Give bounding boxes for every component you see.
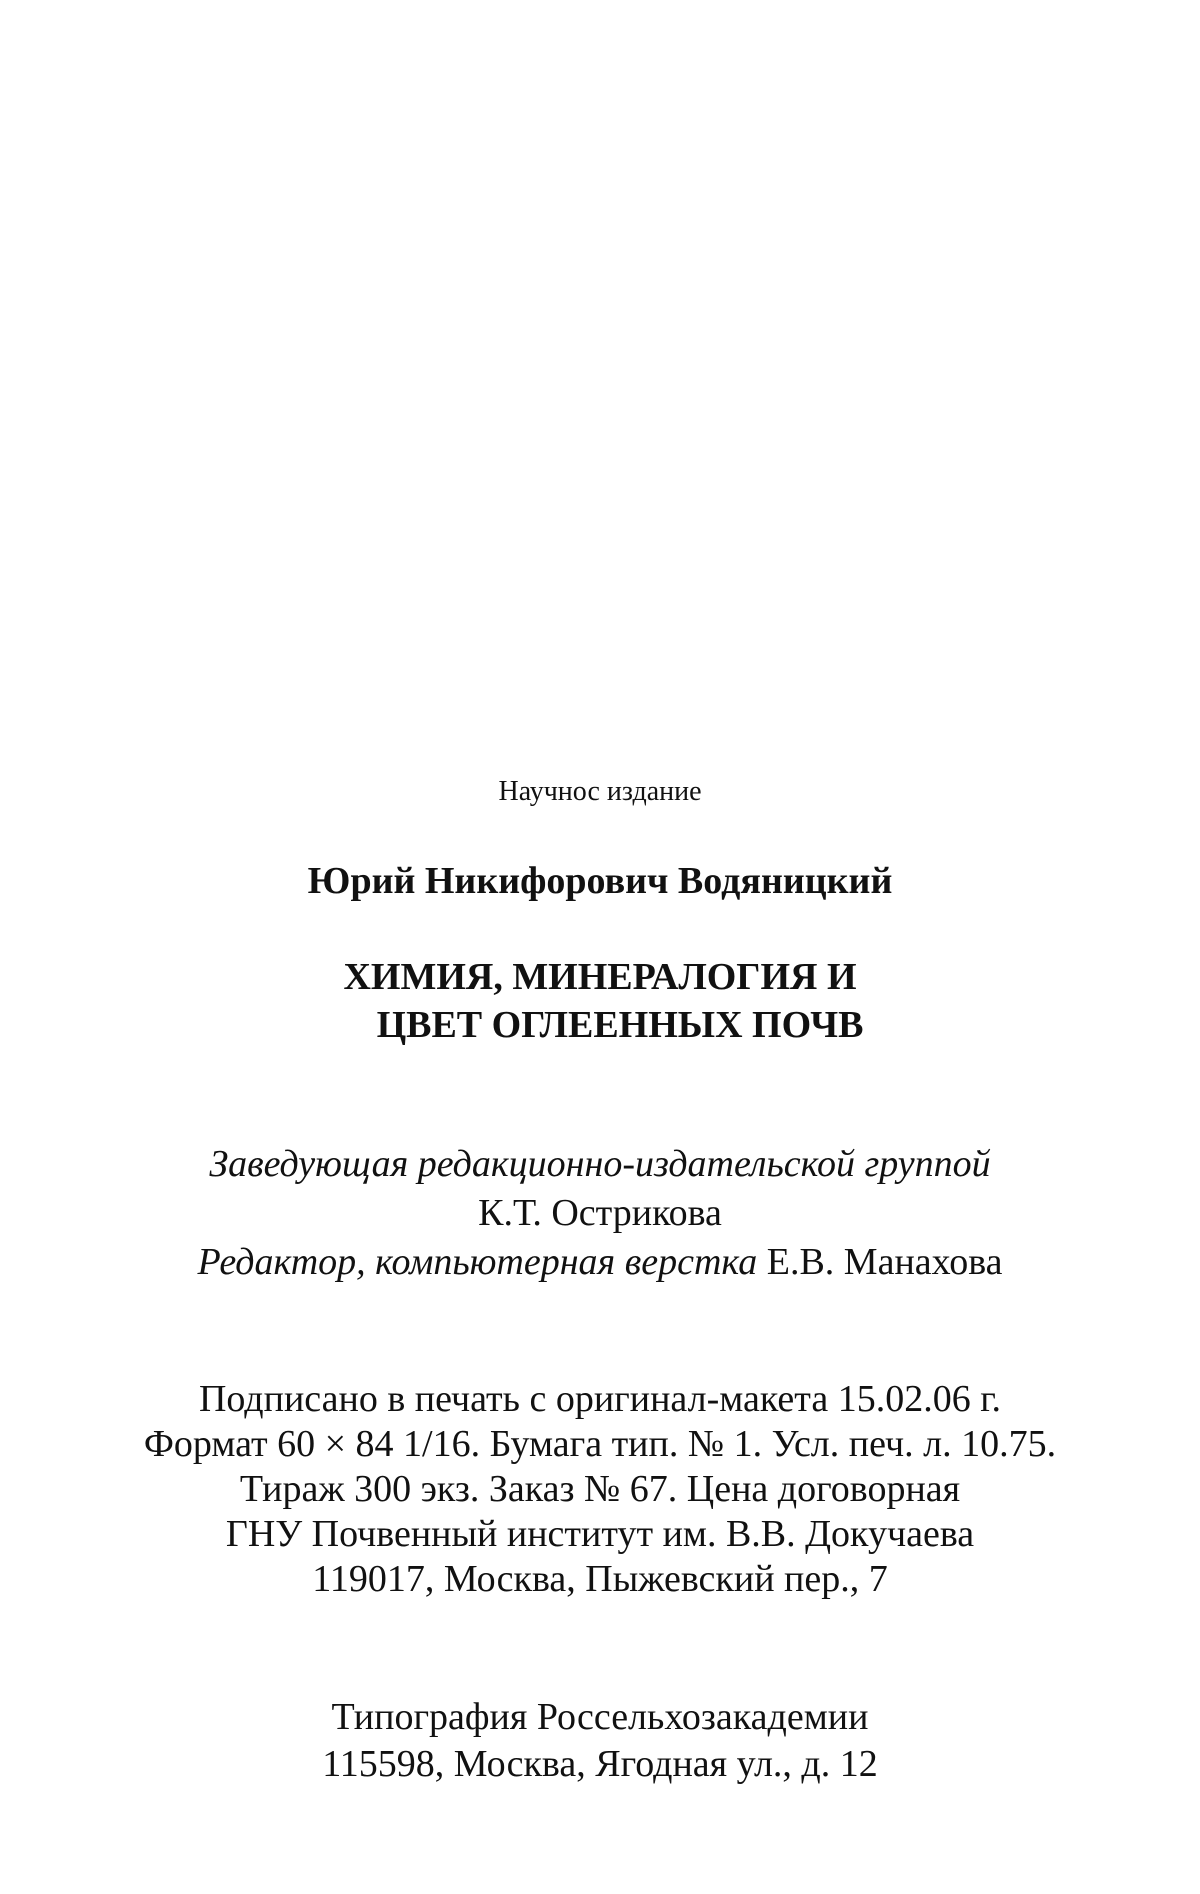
head-of-editorial-name: К.Т. Острикова (478, 1192, 722, 1234)
author-name: Юрий Никифорович Водяницкий (307, 860, 893, 902)
imprint-format: Формат 60 × 84 1/16. Бумага тип. № 1. Усл. печ. л. 10.75. (143, 1423, 1057, 1465)
printer-address: 115598, Москва, Ягодная ул., д. 12 (322, 1743, 878, 1785)
printer-name: Типография Россельхозакадемии (331, 1696, 869, 1738)
imprint-run: Тираж 300 экз. Заказ № 67. Цена договорная (239, 1468, 961, 1510)
imprint-publisher-address: 119017, Москва, Пыжевский пер., 7 (312, 1558, 888, 1600)
imprint-signed: Подписано в печать с оригинал-макета 15.02.06 г. (198, 1378, 1002, 1420)
editor-name-text: Е.В. Манахова (766, 1241, 1003, 1283)
edition-type: Научнос издание (498, 776, 702, 807)
head-role-text: Заведующая редакционно-издательской группой (209, 1143, 991, 1185)
editor-role-text: Редактор, компьютерная верстка (197, 1241, 758, 1283)
editor-credit (0, 1243, 1200, 1281)
imprint-publisher: ГНУ Почвенный институт им. В.В. Докучаева (225, 1513, 975, 1555)
book-title-line-2: ЦВЕТ ОГЛЕЕННЫХ ПОЧВ (376, 1004, 864, 1046)
book-title-line-1: ХИМИЯ, МИНЕРАЛОГИЯ И (343, 956, 857, 998)
head-of-editorial-role (0, 1145, 1200, 1183)
